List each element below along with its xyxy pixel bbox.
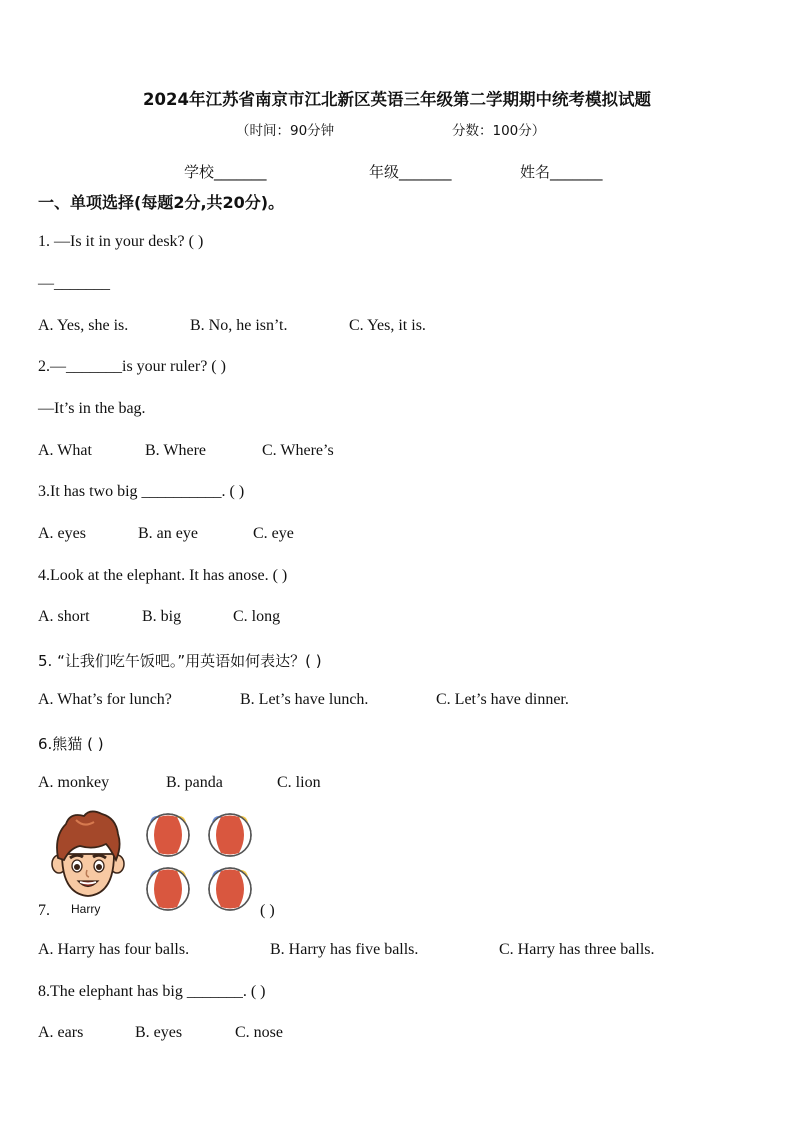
question-2-option-c[interactable]: C. Where’s — [262, 442, 334, 459]
question-8-option-b[interactable]: B. eyes — [135, 1024, 183, 1041]
ball-icon — [145, 812, 191, 858]
question-4-option-a[interactable]: A. short — [38, 608, 90, 625]
question-8-option-c[interactable]: C. nose — [235, 1024, 283, 1041]
question-6-stem: 6.熊猫 ( ) — [38, 735, 104, 753]
harry-label: Harry — [71, 902, 101, 916]
question-7-number: 7. — [38, 902, 50, 919]
name-field: 姓名_______ — [520, 163, 603, 181]
question-7-option-c[interactable]: C. Harry has three balls. — [499, 941, 655, 958]
question-1-option-b[interactable]: B. No, he isn’t. — [190, 317, 288, 334]
question-5-stem: 5. “让我们吃午饭吧。”用英语如何表达？( ) — [38, 652, 322, 670]
question-3-option-c[interactable]: C. eye — [253, 525, 294, 542]
question-1-option-a[interactable]: A. Yes, she is. — [38, 317, 129, 334]
question-5-option-b[interactable]: B. Let’s have lunch. — [240, 691, 369, 708]
question-3-option-a[interactable]: A. eyes — [38, 525, 86, 542]
ball-icon — [207, 812, 253, 858]
question-1-answer-line: —_______ — [38, 275, 110, 292]
section-heading: 一、单项选择(每题2分,共20分)。 — [38, 193, 285, 212]
school-field: 学校_______ — [184, 163, 267, 181]
grade-field: 年级_______ — [369, 163, 452, 181]
ball-icon — [145, 866, 191, 912]
exam-time: （时间：90分钟 — [236, 123, 335, 139]
question-3-option-b[interactable]: B. an eye — [138, 525, 198, 542]
question-2-option-b[interactable]: B. Where — [145, 442, 207, 459]
question-4-option-c[interactable]: C. long — [233, 608, 281, 625]
harry-boy-illustration — [50, 808, 126, 900]
question-5-option-a[interactable]: A. What’s for lunch? — [38, 691, 172, 708]
question-7-option-a[interactable]: A. Harry has four balls. — [38, 941, 190, 958]
question-8-option-a[interactable]: A. ears — [38, 1024, 84, 1041]
exam-title: 2024年江苏省南京市江北新区英语三年级第二学期期中统考模拟试题 — [143, 90, 651, 109]
question-1-stem: 1. —Is it in your desk? ( ) — [38, 233, 204, 250]
question-6-option-c[interactable]: C. lion — [277, 774, 321, 791]
question-1-option-c[interactable]: C. Yes, it is. — [349, 317, 426, 334]
question-7-blank: ( ) — [260, 902, 275, 919]
question-7-option-b[interactable]: B. Harry has five balls. — [270, 941, 419, 958]
question-4-option-b[interactable]: B. big — [142, 608, 182, 625]
question-2-answer-line: —It’s in the bag. — [38, 400, 146, 417]
question-6-option-a[interactable]: A. monkey — [38, 774, 110, 791]
exam-score: 分数：100分） — [452, 123, 546, 139]
question-2-stem: 2.—_______is your ruler? ( ) — [38, 358, 226, 375]
question-3-stem: 3.It has two big __________. ( ) — [38, 483, 245, 500]
question-5-option-c[interactable]: C. Let’s have dinner. — [436, 691, 569, 708]
question-6-option-b[interactable]: B. panda — [166, 774, 223, 791]
question-2-option-a[interactable]: A. What — [38, 442, 92, 459]
question-8-stem: 8.The elephant has big _______. ( ) — [38, 983, 266, 1000]
question-4-stem: 4.Look at the elephant. It has anose. ( ) — [38, 567, 288, 584]
ball-icon — [207, 866, 253, 912]
